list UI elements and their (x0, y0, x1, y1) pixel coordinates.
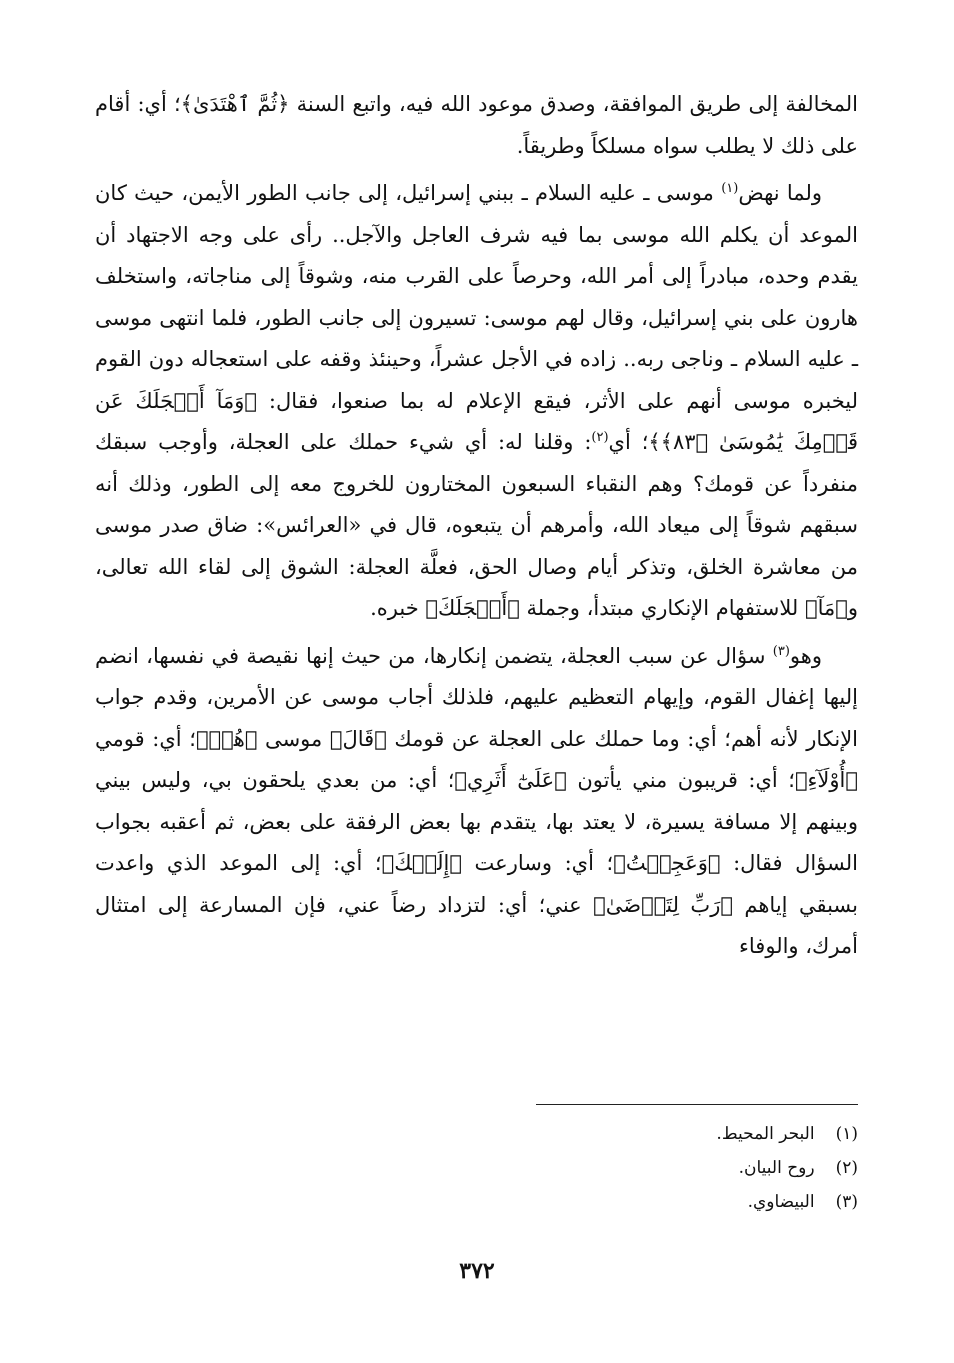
paragraph-text: موسى ـ عليه السلام ـ ببني إسرائيل، إلى جانب الطور الأيمن، حيث كان الموعد أن يكلم الله موسى بما فيه شرف العاجل والآجل.. رأى على وجه الاجتهاد أن يقدم وحده، مبادراً إلى أمر الله، وحرصاً على القرب منه، وشوقاً إلى مناجاته، واستخلف هارون على بني إسرائيل، وقال لهم موسى: تسيرون إلى جانب الطور، فلما انتهى موسى ـ عليه السلام ـ وناجى ربه.. زاده في الأجل عشراً، وحينئذ وقفه على استعجاله دون القوم ليخبره موسى أنهم على الأثر، فيقع الإعلام له بما صنعوا، فقال: ﴿وَمَآ أَعۡجَلَكَ عَن قَوۡمِكَ يَٰمُوسَىٰ ﴿٨٣﴾﴾؛ أي (95, 181, 859, 454)
footnote-ref[interactable]: (٢) (591, 430, 609, 445)
footnote-text: البحر المحيط. (716, 1124, 815, 1144)
paragraph-text: وهو (789, 643, 822, 668)
footnote-ref[interactable]: (١) (721, 181, 739, 196)
footnote-number: (١) (835, 1124, 858, 1144)
main-text (95, 84, 858, 968)
footnote-number: (٣) (835, 1192, 858, 1212)
paragraph-1 (95, 84, 858, 167)
footnote-text: البيضاوي. (747, 1192, 815, 1212)
footnote-3 (95, 1185, 858, 1219)
paragraph-text: المخالفة إلى طريق الموافقة، وصدق موعود الله فيه، واتبع السنة ﴿ثُمَّ ٱهْتَدَىٰ﴾؛ أي: أقام على ذلك لا يطلب سواه مسلكاً وطريقاً. (95, 92, 858, 158)
footnote-ref[interactable]: (٣) (772, 643, 790, 659)
paragraph-text: ولما نهض (738, 181, 822, 205)
footnote-text: روح البيان. (738, 1158, 815, 1178)
paragraph-text: سؤال عن سبب العجلة، يتضمن إنكارها، من حيث إنها نقيصة في نفسها، انضم إليها إغفال القوم، وإيهام التعظيم عليهم، فلذلك أجاب موسى عن الأمرين، وقدم جواب الإنكار لأنه أهم؛ أي: وما حملك على العجلة عن قومك ﴿قَالَ﴾ موسى ﴿هُمۡ﴾؛ أي: قومي ﴿أُوْلَآءِ﴾؛ أي: قريبون مني يأتون ﴿عَلَىٰٓ أَثَرِي﴾؛ أي: من بعدي يلحقون بي، وليس بيني وبينهم إلا مسافة يسيرة، لا يعتد بها، يتقدم بها بعض الرفقة على بعض، ثم أعقبه بجواب السؤال فقال: ﴿وَعَجِلۡتُ﴾؛ أي: وسارعت ﴿إِلَيۡكَ﴾؛ أي: إلى الموعد الذي واعدت بسبقي إياهم ﴿رَبِّ لِتَرۡضَىٰ﴾ عني؛ أي: لتزداد رضاً عني، فإن المسارعة إلى امتثال أمرك، والوفاء (95, 643, 858, 958)
page-number: ٣٧٢ (459, 1258, 495, 1284)
footnotes (95, 1104, 858, 1219)
footnote-1 (95, 1117, 858, 1151)
footnote-2 (95, 1151, 858, 1185)
footnote-separator (536, 1104, 858, 1105)
footnote-number: (٢) (835, 1158, 858, 1178)
paragraph-3 (95, 636, 858, 968)
paragraph-2 (95, 173, 858, 630)
paragraph-text: : وقلنا له: أي شيء حملك على العجلة، وأوجب سبقك منفرداً عن قومك؟ وهم النقباء السبعون المختارون للخروج معه إلى الطور، وذلك أنه سبقهم شوقاً إلى ميعاد الله، وأمرهم أن يتبعوه، قال في «العرائس»: ضاق صدر موسى من معاشرة الخلق، وتذكر أيام وصال الحق، فعلَّة العجلة: الشوق إلى لقاء الله تعالى، و﴿مَآ﴾ للاستفهام الإنكاري مبتدأ، وجملة ﴿أَعۡجَلَكَ﴾ خبره. (95, 430, 858, 620)
